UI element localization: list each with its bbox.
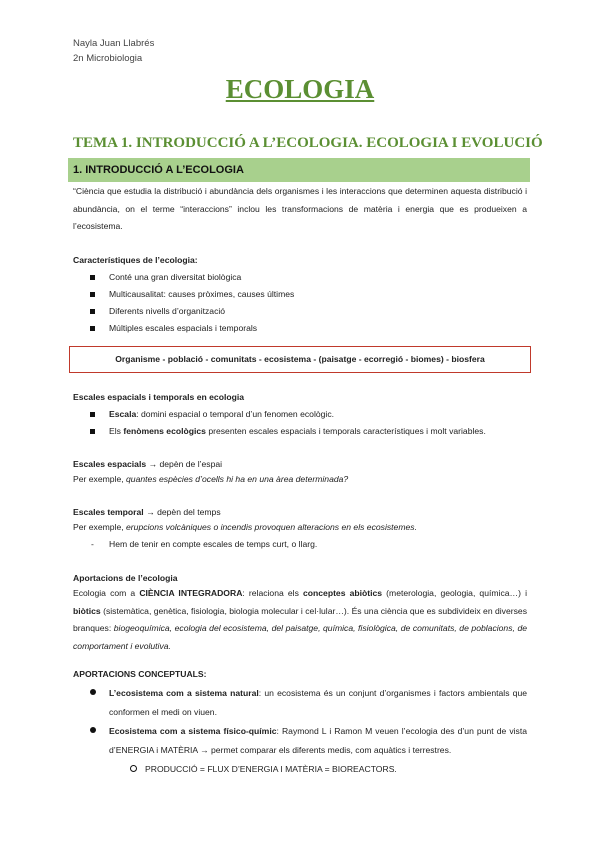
list-item: Escala: domini espacial o temporal d’un fenomen ecològic.: [73, 406, 527, 423]
characteristics-heading: Característiques de l’ecologia:: [73, 255, 198, 265]
definition-block: [73, 183, 527, 236]
contributions-block: [73, 571, 527, 655]
list-item: - Hem de tenir en compte escales de temps curt, o llarg.: [73, 536, 527, 553]
document-title: ECOLOGIA: [225, 74, 375, 104]
contributions-text: Ecologia com a CIÈNCIA INTEGRADORA: relaciona els conceptes abiòtics (meterologia, geologia, química…) i biòtics (sistemàtica, genètica, fisiologia, biologia molecular i cel·lular…). És una ciència que es subdivideix en diverses branques: biogeoquímica, ecologia del ecosistema, del paisatge, química, fisiològica, de comunitats, de poblacions, de comportament i evolutiva.: [73, 588, 527, 651]
section-heading: 1. INTRODUCCIÓ A L’ECOLOGIA: [68, 158, 530, 182]
spatial-heading: Escales espacials → depèn de l’espai: [73, 459, 223, 469]
contributions-heading: Aportacions de l’ecologia: [73, 573, 178, 583]
list-item: Diferents nivells d’organització: [73, 303, 527, 320]
scales-block: [73, 390, 527, 440]
spatial-block: [73, 457, 527, 488]
temporal-list: [73, 536, 527, 553]
conceptual-heading: APORTACIONS CONCEPTUALS:: [73, 669, 207, 679]
scales-heading: Escales espacials i temporals en ecologia: [73, 392, 245, 402]
course-name: 2n Microbiologia: [73, 52, 143, 64]
spatial-example: Per exemple, quantes espècies d’ocells hi ha en una àrea determinada?: [73, 474, 349, 484]
list-item: Els fenòmens ecològics presenten escales espacials i temporals característiques i molt variables.: [73, 423, 527, 440]
characteristics-block: [73, 253, 527, 337]
hierarchy-box: Organisme - població - comunitats - ecosistema - (paisatge - ecorregió - biomes) - biosfera: [69, 346, 531, 373]
conceptual-block: [73, 667, 527, 779]
document-header: [73, 37, 154, 66]
definition-text: “Ciència que estudia la distribució i abundància dels organismes i les interaccions que determinen aquesta distribució i abundància, on el terme “interaccions” inclou les transformacions de matèria i energia que es produeixen a l’ecosistema.: [73, 186, 527, 231]
list-item: Ecosistema com a sistema físico-químic: Raymond L i Ramon M veuen l’ecologia des d’un punt de vista d’ENERGIA i MATÈRIA → permet comparar els diferents medis, com aquàtics i terrestres.: [73, 722, 527, 760]
theme-title: TEMA 1. INTRODUCCIÓ A L’ECOLOGIA. ECOLOGIA I EVOLUCIÓ: [73, 135, 543, 151]
conceptual-list: [73, 684, 527, 779]
characteristics-list: [73, 269, 527, 337]
list-item: Múltiples escales espacials i temporals: [73, 320, 527, 337]
temporal-example: Per exemple, erupcions volcàniques o incendis provoquen alteracions en els ecosistemes.: [73, 522, 417, 532]
author-name: Nayla Juan Llabrés: [73, 38, 155, 49]
list-item: Conté una gran diversitat biològica: [73, 269, 527, 286]
temporal-heading: Escales temporal → depèn del temps: [73, 507, 221, 517]
list-item: L’ecosistema com a sistema natural: un ecosistema és un conjunt d’organismes i factors ambientals que conformen el medi on viuen.: [73, 684, 527, 722]
list-item: Multicausalitat: causes pròximes, causes últimes: [73, 286, 527, 303]
scales-list: [73, 406, 527, 440]
list-item: PRODUCCIÓ = FLUX D’ENERGIA I MATÈRIA = BIOREACTORS.: [73, 760, 527, 779]
temporal-block: [73, 505, 527, 553]
